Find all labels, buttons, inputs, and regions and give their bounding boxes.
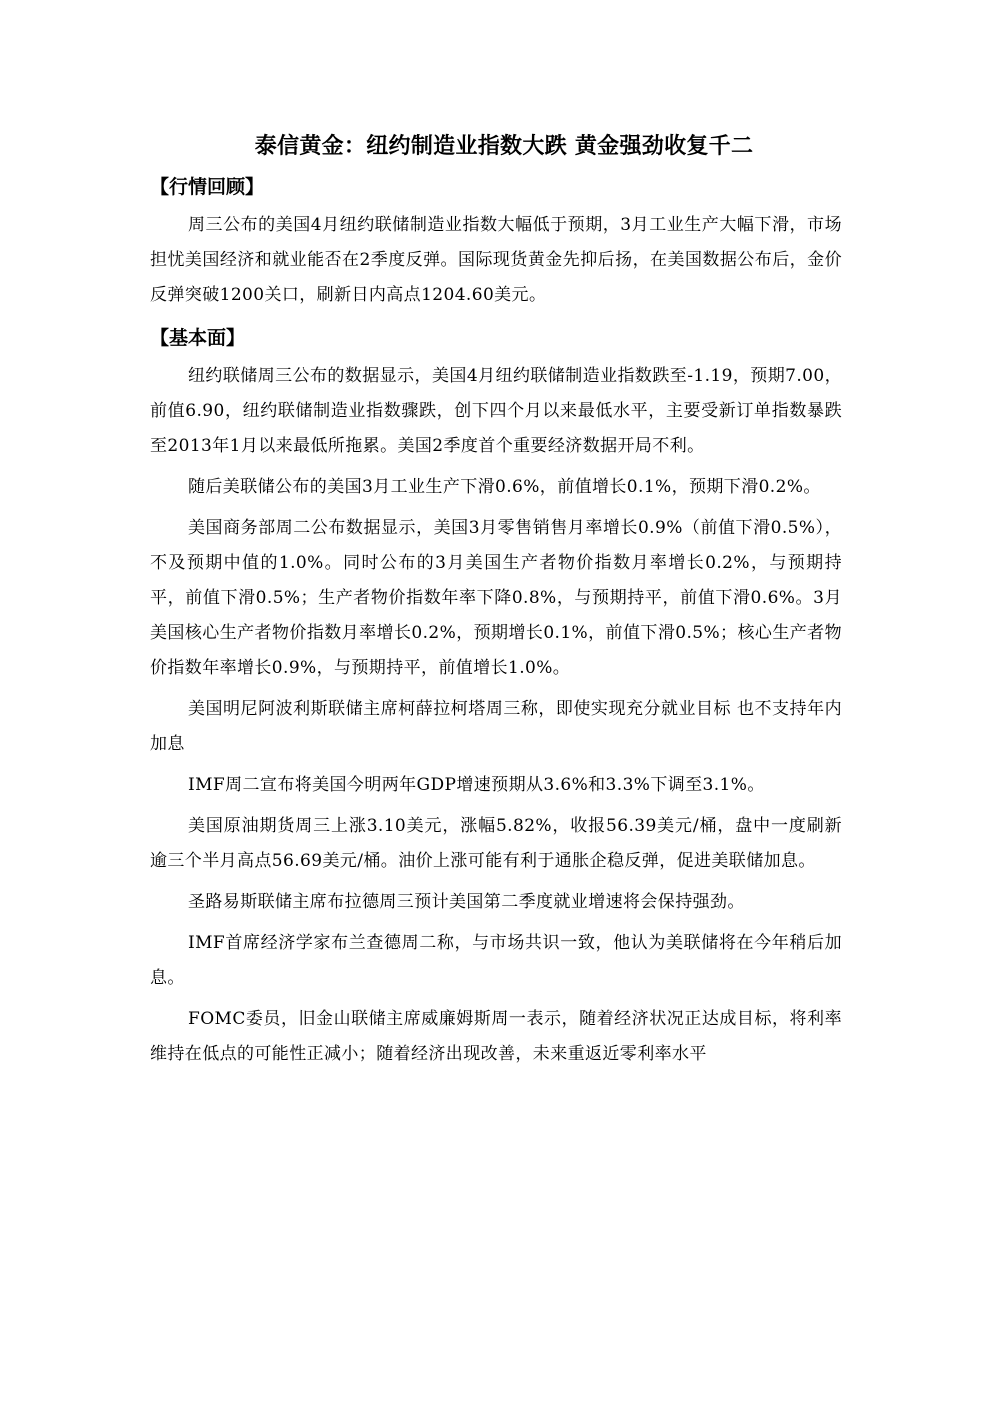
paragraph: 随后美联储公布的美国3月工业生产下滑0.6%，前值增长0.1%，预期下滑0.2%。	[188, 477, 821, 497]
paragraph: 美国商务部周二公布数据显示，美国3月零售销售月率增长0.9%（前值下滑0.5%），不及预期中值的1.0%。同时公布的3月美国生产者物价指数月率增长0.2%，与预期持平，前值下滑0.5%；生产者物价指数年率下降0.8%，与预期持平，前值下滑0.6%。3月美国核心生产者物价指数月率增长0.2%，预期增长0.1%，前值下滑0.5%；核心生产者物价指数年率增长0.9%，与预期持平，前值增长1.0%。	[150, 518, 842, 678]
section-heading-market-review: 【行情回顾】	[150, 176, 265, 198]
paragraph: IMF首席经济学家布兰查德周二称，与市场共识一致，他认为美联储将在今年稍后加息。	[150, 933, 842, 988]
paragraph: 美国明尼阿波利斯联储主席柯薛拉柯塔周三称，即使实现充分就业目标 也不支持年内加息	[150, 699, 842, 754]
section-heading-fundamentals: 【基本面】	[150, 327, 246, 349]
paragraph: IMF周二宣布将美国今明两年GDP增速预期从3.6%和3.3%下调至3.1%。	[188, 775, 765, 795]
paragraph: FOMC委员，旧金山联储主席威廉姆斯周一表示，随着经济状况正达成目标，将利率维持在低点的可能性正减小；随着经济出现改善，未来重返近零利率水平	[150, 1009, 842, 1064]
document-title: 泰信黄金：纽约制造业指数大跌 黄金强劲收复千二	[254, 134, 754, 159]
document-page	[150, 128, 842, 1078]
paragraph: 纽约联储周三公布的数据显示，美国4月纽约联储制造业指数跌至-1.19，预期7.00，前值6.90，纽约联储制造业指数骤跌，创下四个月以来最低水平，主要受新订单指数暴跌至2013年1月以来最低所拖累。美国2季度首个重要经济数据开局不利。	[150, 366, 842, 456]
paragraph: 美国原油期货周三上涨3.10美元，涨幅5.82%，收报56.39美元/桶，盘中一度刷新逾三个半月高点56.69美元/桶。油价上涨可能有利于通胀企稳反弹，促进美联储加息。	[150, 816, 842, 871]
paragraph: 周三公布的美国4月纽约联储制造业指数大幅低于预期，3月工业生产大幅下滑，市场担忧美国经济和就业能否在2季度反弹。国际现货黄金先抑后扬，在美国数据公布后，金价反弹突破1200关口，刷新日内高点1204.60美元。	[150, 215, 842, 305]
paragraph: 圣路易斯联储主席布拉德周三预计美国第二季度就业增速将会保持强劲。	[188, 892, 745, 912]
